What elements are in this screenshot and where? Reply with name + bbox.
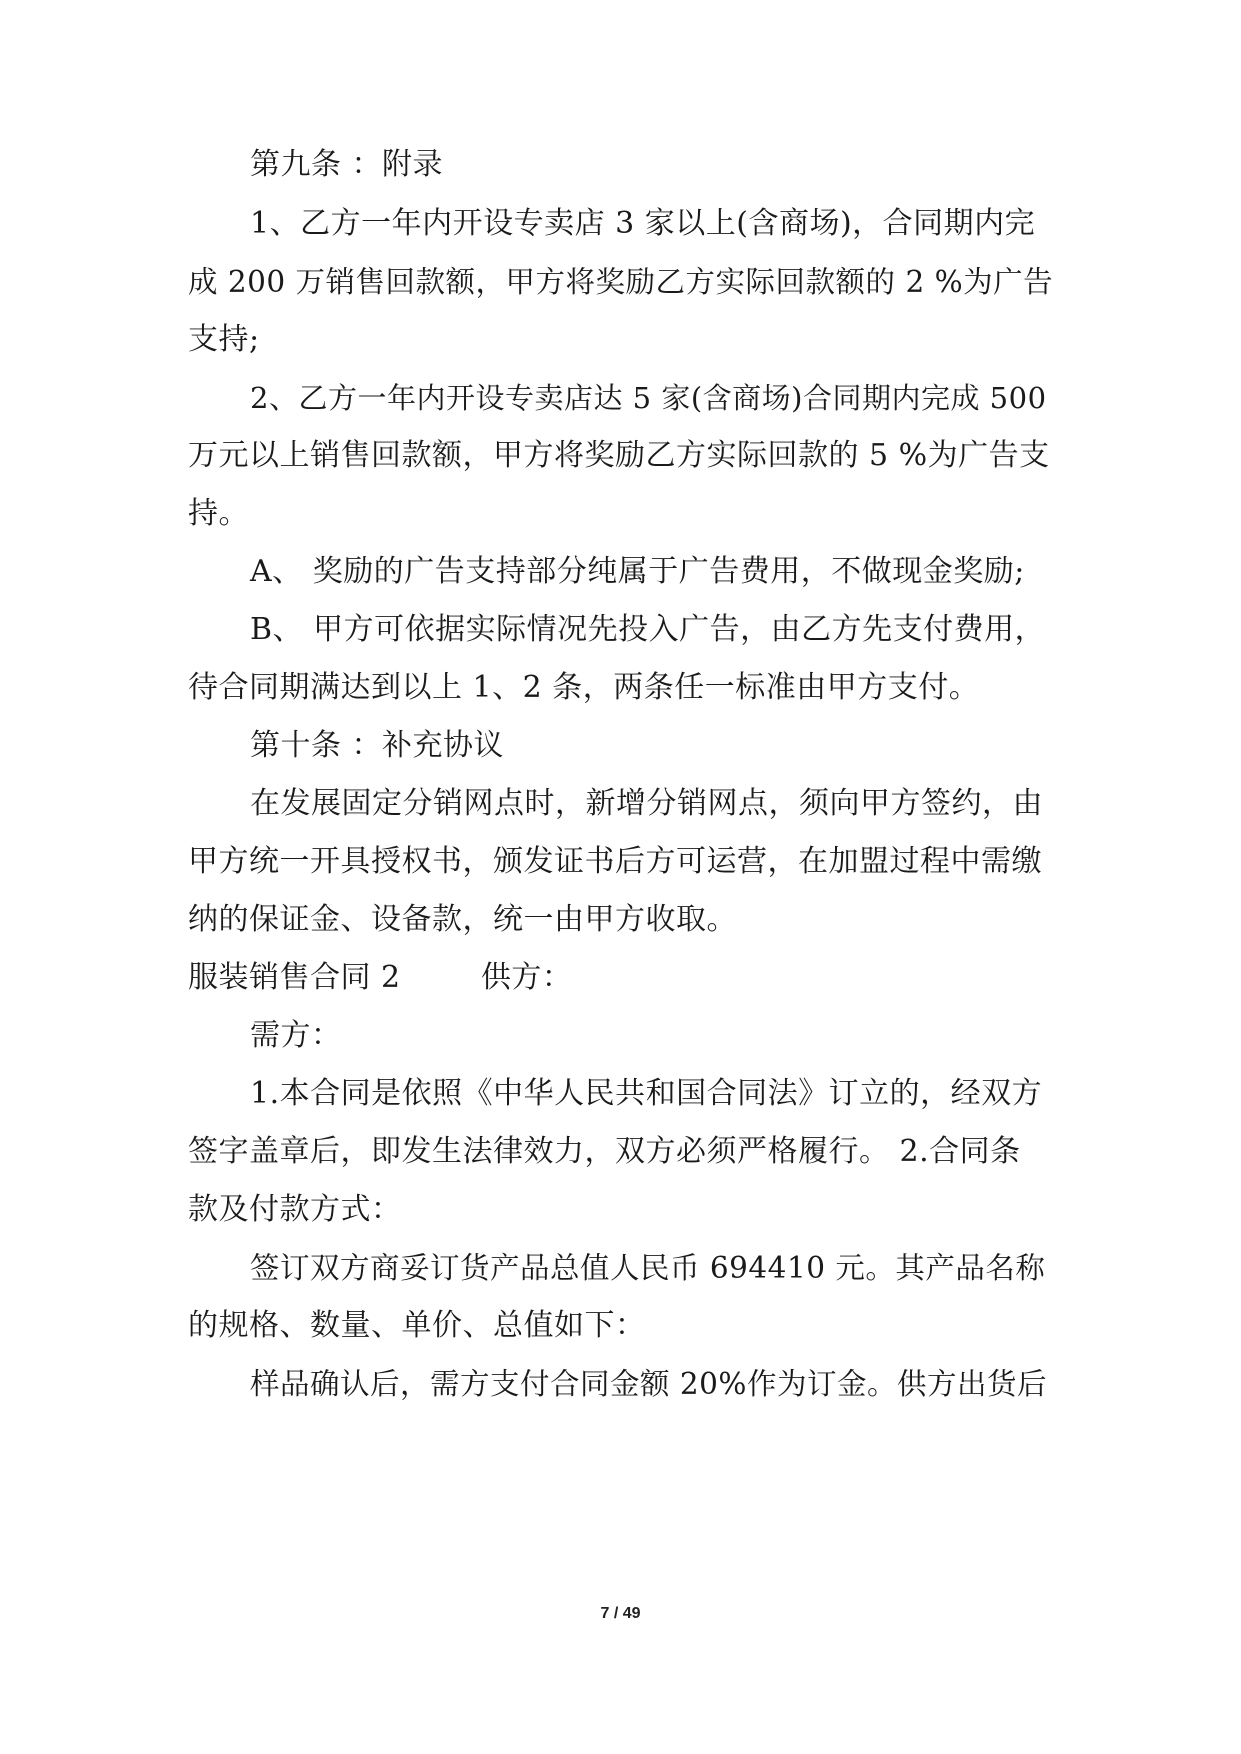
paragraph-line: A、 奖励的广告支持部分纯属于广告费用，不做现金奖励; [250,554,1025,589]
article-10-heading: 第十条 ：补充协议 [250,728,505,763]
paragraph-line: 在发展固定分销网点时，新增分销网点，须向甲方签约，由 [250,786,1043,821]
paragraph-line: 1.本合同是依照《中华人民共和国合同法》订立的，经双方 [250,1076,1043,1111]
paragraph-line: 万元以上销售回款额，甲方将奖励乙方实际回款的 5 %为广告支 [188,438,1050,473]
contract-2-title: 服装销售合同 2 供方： [188,960,573,995]
paragraph-line: 待合同期满达到以上 1、2 条，两条任一标准由甲方支付。 [188,670,980,705]
paragraph-line: 样品确认后，需方支付合同金额 20%作为订金。供方出货后 [250,1367,1047,1401]
paragraph-line: 2、乙方一年内开设专卖店达 5 家(含商场)合同期内完成 500 [250,381,1047,415]
paragraph-line: 甲方统一开具授权书，颁发证书后方可运营，在加盟过程中需缴 [188,844,1042,879]
paragraph-line: 的规格、数量、单价、总值如下： [188,1308,646,1343]
article-9-heading: 第九条 ：附录 [250,147,444,182]
paragraph-line: 支持; [188,322,260,357]
paragraph-line: 款及付款方式： [188,1192,402,1227]
paragraph-line: 签字盖章后，即发生法律效力，双方必须严格履行。 2.合同条 [188,1134,1021,1169]
paragraph-line: B、 甲方可依据实际情况先投入广告，由乙方先支付费用， [250,612,1046,647]
paragraph-line: 签订双方商妥订货产品总值人民币 694410 元。其产品名称 [250,1251,1046,1285]
page-number: 7 / 49 [600,1605,641,1622]
paragraph-line: 1、乙方一年内开设专卖店 3 家以上(含商场)，合同期内完 [250,206,1036,241]
paragraph-line: 持。 [188,496,249,531]
paragraph-line: 纳的保证金、设备款，统一由甲方收取。 [188,902,737,937]
paragraph-line: 成 200 万销售回款额，甲方将奖励乙方实际回款额的 2 %为广告 [188,265,1054,299]
buyer-label: 需方： [250,1018,342,1053]
